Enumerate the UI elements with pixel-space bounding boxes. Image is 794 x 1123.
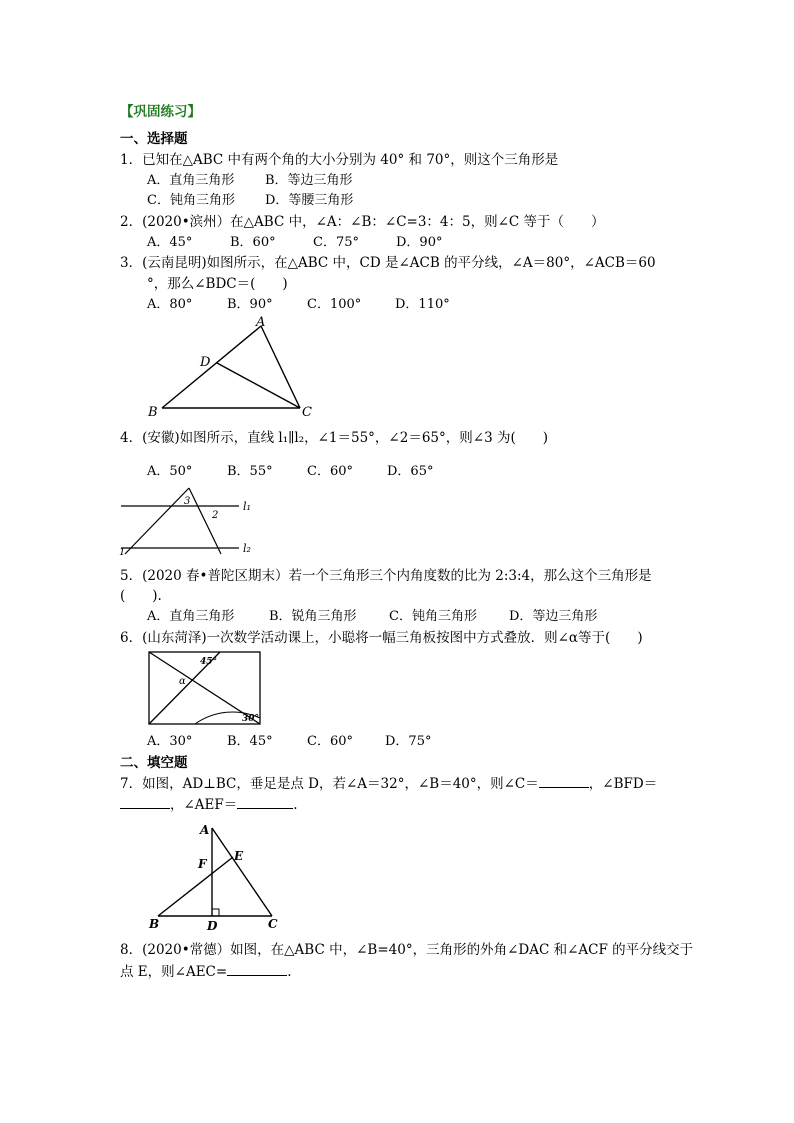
question-5-stem-line2: ( ).	[120, 588, 162, 604]
q7-blank-c[interactable]	[539, 775, 589, 788]
q2-option-a: A．45°	[147, 235, 193, 250]
question-7-stem-line2	[120, 796, 298, 813]
question-1-stem: 1．已知在△ABC 中有两个角的大小分别为 40° 和 70°，则这个三角形是	[120, 152, 559, 168]
q5-option-d: D．等边三角形	[509, 609, 598, 624]
question-8-stem-line1: 8．(2020•常德）如图，在△ABC 中，∠B=40°，三角形的外角∠DAC 和∠ACF 的平分线交于	[120, 942, 694, 958]
label-angle1: 1	[119, 547, 126, 558]
label-b: B	[148, 405, 158, 420]
q4-option-a: A．50°	[147, 464, 193, 479]
section-title-fill: 二、填空题	[120, 755, 188, 771]
label-e: E	[234, 849, 244, 863]
label-f: F	[198, 857, 207, 871]
q5-option-a: A．直角三角形	[147, 609, 235, 624]
q2-option-d: D．90°	[396, 235, 443, 250]
q7-text-3: ，∠AEF＝	[170, 797, 238, 813]
question-5-stem-line1: 5．(2020 春•普陀区期末）若一个三角形三个内角度数的比为 2:3:4，那么这个三角形是	[120, 568, 652, 584]
label-d: D	[207, 919, 218, 933]
q2-option-c: C．75°	[313, 235, 359, 250]
figure-q4-parallel-lines	[115, 484, 265, 559]
q7-blank-aef[interactable]	[237, 796, 293, 809]
q7-text-2: ，∠BFD＝	[588, 776, 658, 792]
label-a: A	[256, 315, 266, 330]
figure-q3-triangle	[140, 312, 330, 422]
label-alpha: α	[179, 676, 186, 687]
q1-option-a: A．直角三角形	[147, 173, 235, 188]
q6-option-c: C．60°	[307, 734, 353, 749]
q1-option-b: B．等边三角形	[265, 173, 353, 188]
q7-text-1: 7．如图，AD⊥BC，垂足是点 D，若∠A＝32°，∠B＝40°，则∠C＝	[120, 776, 539, 792]
figure-q6-set-squares	[146, 648, 266, 728]
label-b: B	[149, 917, 160, 931]
question-8-stem-line2	[120, 963, 292, 980]
q6-option-b: B．45°	[227, 734, 273, 749]
question-2-stem: 2．(2020•滨州）在△ABC 中，∠A：∠B：∠C=3：4：5，则∠C 等于（ ）	[120, 214, 605, 230]
q4-option-b: B．55°	[227, 464, 273, 479]
label-l2: l₂	[243, 542, 251, 555]
figure-q7-triangle	[146, 820, 286, 932]
section-tag: 【巩固练习】	[120, 104, 201, 120]
q5-option-c: C．钝角三角形	[389, 609, 477, 624]
q1-option-d: D．等腰三角形	[265, 193, 354, 208]
label-l1: l₁	[243, 500, 251, 513]
q8-text-2: .	[287, 964, 292, 980]
question-4-stem: 4．(安徽)如图所示，直线 l₁∥l₂，∠1＝55°，∠2＝65°，则∠3 为( )	[120, 430, 548, 446]
q6-option-d: D．75°	[385, 734, 432, 749]
q2-option-b: B．60°	[230, 235, 276, 250]
q7-blank-bfd[interactable]	[120, 796, 170, 809]
q3-option-b: B．90°	[227, 297, 273, 312]
q7-text-4: .	[293, 797, 298, 813]
q3-option-a: A．80°	[147, 297, 193, 312]
question-3-stem-line1: 3．(云南昆明)如图所示，在△ABC 中，CD 是∠ACB 的平分线，∠A＝80°，∠ACB＝60	[120, 255, 656, 271]
label-d: D	[200, 355, 211, 370]
label-c: C	[268, 917, 278, 931]
q8-text-1: 点 E，则∠AEC=	[120, 964, 228, 980]
q3-option-d: D．110°	[395, 297, 450, 312]
q8-blank-aec[interactable]	[227, 963, 287, 976]
q3-option-c: C．100°	[307, 297, 362, 312]
label-30: 30°	[242, 714, 260, 724]
q6-option-a: A．30°	[147, 734, 193, 749]
section-title-choice: 一、选择题	[120, 131, 188, 147]
question-7-stem-line1	[120, 775, 657, 792]
question-3-stem-line2: °，那么∠BDC＝( )	[147, 276, 288, 292]
q4-option-c: C．60°	[307, 464, 353, 479]
label-45: 45°	[200, 657, 218, 667]
label-a: A	[200, 823, 210, 837]
q4-option-d: D．65°	[387, 464, 434, 479]
q5-option-b: B．锐角三角形	[269, 609, 357, 624]
q1-option-c: C．钝角三角形	[147, 193, 235, 208]
label-angle2: 2	[212, 510, 219, 521]
question-6-stem: 6．(山东菏泽)一次数学活动课上，小聪将一幅三角板按图中方式叠放．则∠α等于( )	[120, 630, 643, 646]
label-c: C	[302, 405, 312, 420]
label-angle3: 3	[184, 496, 191, 507]
